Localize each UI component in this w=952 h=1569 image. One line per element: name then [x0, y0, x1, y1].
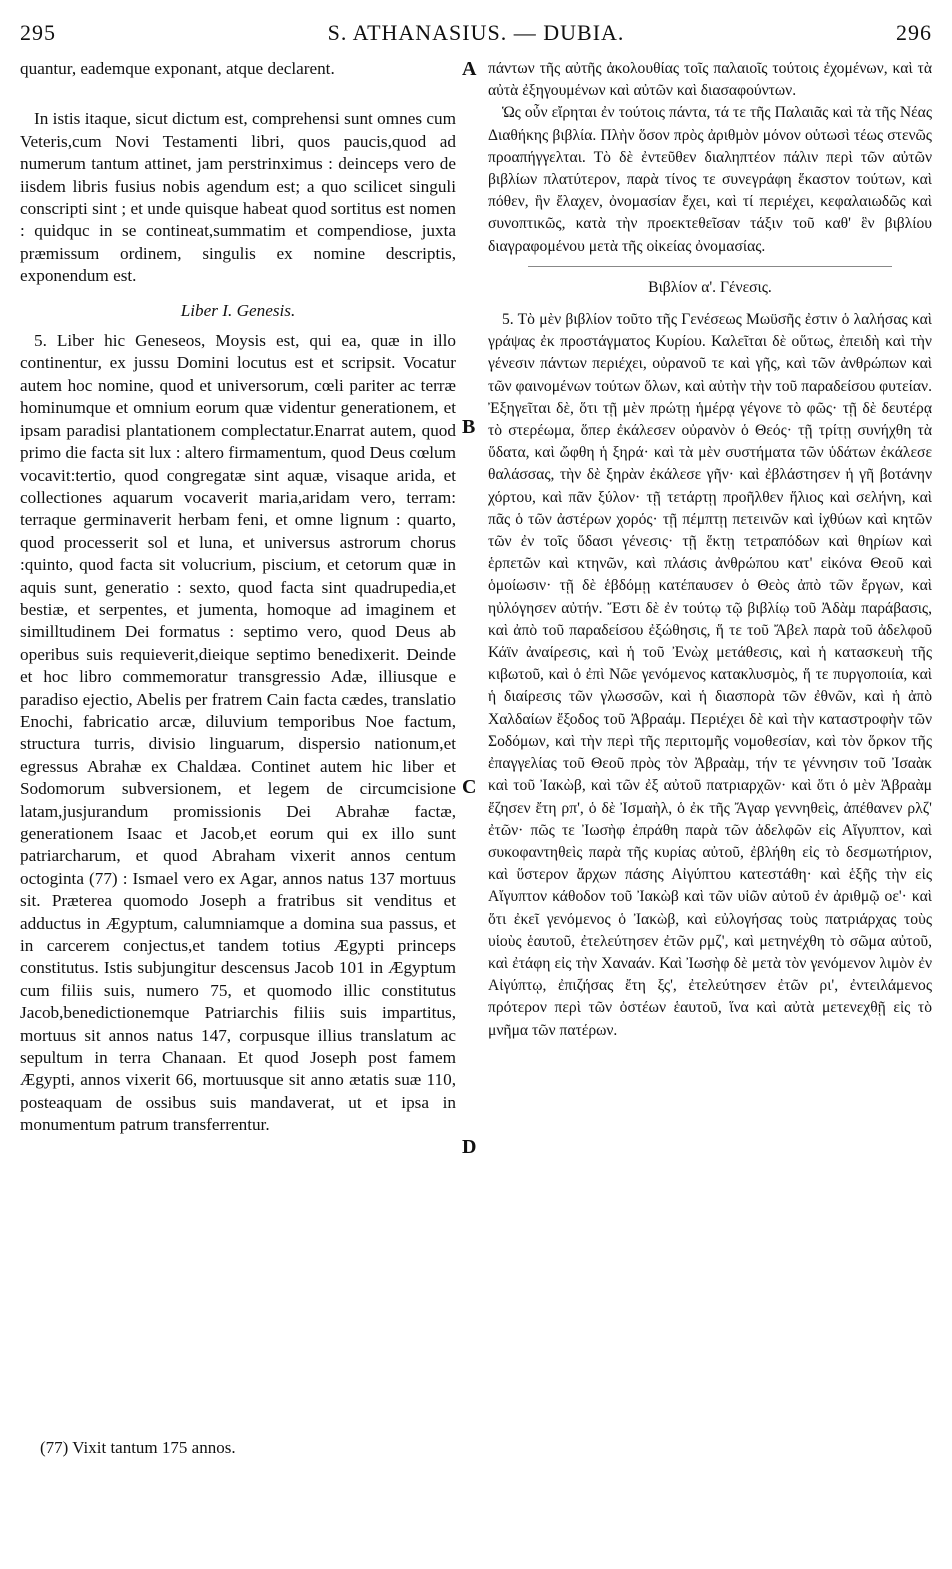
greek-paragraph-2: Ὡς οὖν εἴρηται ἐν τούτοις πάντα, τά τε τῆς Παλαιᾶς καὶ τὰ τῆς Νέας Διαθήκης βιβλία. Πλὴν ὅσον πρὸς ἀριθμὸν μόνον οὑτωσὶ τέως στενῶς προαπήγγελται. Τὸ δὲ ἐντεῦθεν διαληπτέον πάλιν περὶ τῶν αὐτῶν βιβλίων πλατύτερον, παρὰ τίνος τε συνεγράφη ἕκαστον τούτων, καὶ πόθεν, ἣν ἔλαχεν, ὀνομασίαν ἔχει, καὶ τί περιέχει, κεφαλαιωδῶς καὶ συνοπτικῶς, κατὰ τὴν προεκτεθεῖσαν τάξιν τοῦ καθ' ἓν βιβλίου διαγραφομένου μετὰ τῆς οἰκείας ὀνομασίας. — [488, 104, 932, 255]
page-number-left: 295 — [20, 20, 56, 45]
running-title: S. ATHANASIUS. — DUBIA. — [327, 20, 625, 45]
latin-column — [20, 58, 456, 1137]
section-marker-a: A — [462, 58, 477, 80]
section-divider — [528, 266, 892, 267]
greek-column — [488, 58, 932, 1042]
section-marker-c: C — [462, 776, 477, 798]
latin-section-heading: Liber I. Genesis. — [180, 300, 296, 320]
greek-section-heading: Βιβλίον α'. Γένεσις. — [648, 278, 772, 296]
latin-paragraph-1: quantur, eademque exponant, atque declarent. — [20, 59, 335, 78]
section-marker-b: B — [462, 416, 476, 438]
latin-paragraph-3: 5. Liber hic Geneseos, Moysis est, qui ea, quæ in illo continentur, ex jussu Domini locutus est et scripsit. Vocatur autem hoc nomine, quod et universorum, cœli pariter ac terræ hominumque et omnium eorum quæ videntur generationem, et ipsam paradisi plantationem complectatur.Enarrat autem, quod primo die facta sit lux : altero firmamentum, quod Deus cœlum vocavit:tertio, quod congregatæ sint aquæ, visaque arida, et collectiones aquarum vocaverit maria,aridam vero, terram: terraque germinaverit herbam feni, et omne lignum : quarto, quod processerit sol et luna, et universus astrorum chorus :quinto, quod facta sit volucrium, piscium, et cetorum quæ in aquis sunt, generatio : sexto, quod facta sint quadrupedia,et bestiæ, et serpentes, et jumenta, homoque ad imaginem et similltudinem Dei formatus : septimo vero, quod Deus ab operibus suis requieverit,dieique septimo benedixerit. Deinde et hoc libro commemoratur transgressio Adæ, illiusque e paradiso ejectio, Abelis per fratrem Cain facta cædes, translatio Enochi, fabricatio arcæ, diluvium temporibus Noe factum, structura turris, divisio linguarum, dispersio nationum,et egressus Abrahæ ex Chaldæa. Continet autem hic liber et Sodomorum subversionem, et legem de circumcisione latam,jusjurandum promissionis Dei Abrahæ factæ, generationem Isaac et Jacob,et eorum qui ex illo sunt patriarcharum, et quod Abraham vixerit annos centum octoginta (77) : Ismael vero ex Agar, annos natus 137 mortuus sit. Præterea quomodo Joseph a fratribus sit venditus et adductus in Ægyptum, calumniamque a domina sua passus, et in carcerem conjectus,et tandem totius Ægypti princeps constitutus. Istis subjungitur descensus Jacob 101 in Ægyptum cum filiis suis, numero 75, et quomodo illic constitutus Jacob,benedictionemque Patriarchis filiis suis impartitus, mortuus sit annos natus 147, corpusque illius translatum ac sepultum in terra Chanaan. Et quod Joseph post famem Ægypti, annos vixerit 66, mortuusque sit anno ætatis suæ 110, posteaquam de ossibus suis mandaverat, ut et ipsa in monumentum patrum transferrentur. — [20, 331, 456, 1135]
footnote: (77) Vixit tantum 175 annos. — [40, 1438, 236, 1457]
latin-paragraph-2: In istis itaque, sicut dictum est, comprehensi sunt omnes cum Veteris,cum Novi Testamenti libri, quos paucis,quod ad numerum tantum attinet, jam perstrinximus : deinceps vero de iisdem libris fusius nobis agendum est; a quo scilicet singuli conscripti sint ; et unde quisque habeat quod sortitus est nomen : quidquc in se contineat,summatim et compendiose, juxta præmissum ordinem, singulis ex nomine descriptis, exponendum est. — [20, 109, 456, 286]
greek-paragraph-1: πάντων τῆς αὐτῆς ἀκολουθίας τοῖς παλαιοῖς τούτοις ἐχομένων, καὶ τὰ αὐτὰ ἐξηγουμένων καὶ αὐτῶν καὶ διασαφούντων. — [488, 60, 932, 100]
running-header — [20, 14, 932, 48]
page-number-right: 296 — [896, 20, 932, 45]
greek-paragraph-3: 5. Τὸ μὲν βιβλίον τοῦτο τῆς Γενέσεως Μωϋσῆς ἐστιν ὁ λαλήσας καὶ γράψας ἐκ προστάγματος Κυρίου. Καλεῖται δὲ οὕτως, ἐπειδὴ καὶ τὴν γένεσιν πάντων περιέχει, οὐρανοῦ τε καὶ γῆς, καὶ τῶν ἀνθρώπων καὶ τῶν φαινομένων τούτων ὅλων, καὶ αὐτὴν τὴν τοῦ παραδείσου φυτείαν. Ἐξηγεῖται δὲ, ὅτι τῇ μὲν πρώτῃ ἡμέρᾳ γέγονε τὸ φῶς· τῇ δὲ δευτέρᾳ τὸ στερέωμα, ὅπερ ἐκάλεσεν οὐρανὸν ὁ Θεός· τῇ τρίτῃ συνήχθη τὰ ὕδατα, καὶ ὤφθη ἡ ξηρά· καὶ τὰ μὲν συστήματα τῶν ὑδάτων ἐκάλεσε θαλάσσας, τὴν δὲ ξηρὰν ἐκάλεσε γῆν· καὶ ἐβλάστησεν ἡ γῆ βοτάνην χόρτου, καὶ πᾶν ξύλον· τῇ τετάρτῃ προῆλθεν ἥλιος καὶ σελήνη, καὶ πᾶς ὁ τῶν ἀστέρων χορός· τῇ πέμπτῃ πετεινῶν καὶ ἰχθύων καὶ κητῶν τῶν ἐν τοῖς ὕδασι γένεσις· τῇ ἕκτῃ τετραπόδων καὶ θηρίων καὶ ἑρπετῶν καὶ κτηνῶν, καὶ πλάσις ἀνθρώπου κατ' εἰκόνα Θεοῦ καὶ ὁμοίωσιν· τῇ δὲ ἑβδόμῃ κατέπαυσεν ὁ Θεὸς ἀπὸ τῶν ἔργων, καὶ ηὐλόγησεν αὐτήν. Ἔστι δὲ ἐν τούτῳ τῷ βιβλίῳ τοῦ Ἀδὰμ παράβασις, καὶ ἀπὸ τοῦ παραδείσου ἐξώθησις, ἥ τε τοῦ Ἄβελ παρὰ τοῦ ἀδελφοῦ Κάϊν ἀναίρεσις, καὶ ἡ τοῦ Ἐνὼχ μετάθεσις, καὶ ἡ κατασκευὴ τῆς κιβωτοῦ, καὶ ὁ ἐπὶ Νῶε γενόμενος κατακλυσμὸς, ἥ τε πυργοποιία, καὶ ἡ διαίρεσις τῶν γλωσσῶν, καὶ ἡ διασπορὰ τῶν ἐθνῶν, καὶ ἡ ἀπὸ Χαλδαίων ἔξοδος τοῦ Ἀβραάμ. Περιέχει δὲ καὶ τὴν καταστροφὴν τῶν Σοδόμων, καὶ τὴν περὶ τῆς περιτομῆς νομοθεσίαν, καὶ τὸν ὅρκον τῆς ἐπαγγελίας τοῦ Θεοῦ πρὸς τὸν Ἀβραὰμ, τήν τε γέννησιν τοῦ Ἰσαὰκ καὶ τοῦ Ἰακὼβ, καὶ τῶν ἐξ αὐτοῦ πατριαρχῶν· καὶ ὅτι ὁ μὲν Ἀβραὰμ ἔζησεν ἔτη ρπ', ὁ δὲ Ἰσμαὴλ, ὁ ἐκ τῆς Ἄγαρ γεννηθεὶς, ἀπέθανεν ρλζ' ἐτῶν· πῶς τε Ἰωσὴφ ἐπράθη παρὰ τῶν ἀδελφῶν εἰς Αἴγυπτον, καὶ συκοφαντηθεὶς παρὰ τῆς κυρίας αὐτοῦ, ἐβλήθη εἰς τὸ δεσμωτήριον, καὶ ὕστερον ἄρχων πάσης Αἰγύπτου κατεστάθη· καὶ ἑξῆς τὴν εἰς Αἴγυπτον κάθοδον τοῦ Ἰακὼβ καὶ τῶν υἱῶν αὐτοῦ ἐν ἀριθμῷ οε'· καὶ ὅτι ἐκεῖ γενόμενος ὁ Ἰακὼβ, καὶ εὐλογήσας τοὺς πατριάρχας τοὺς υἱοὺς ἑαυτοῦ, ἐτελεύτησεν ἐτῶν ρμζ', καὶ μετηνέχθη τὸ σῶμα αὐτοῦ, καὶ ἐτάφη εἰς τὴν Χαναάν. Καὶ Ἰωσὴφ δὲ μετὰ τὸν γενόμενον λιμὸν ἐν Αἰγύπτῳ, ἐπιζήσας ἔτη ξς', ἐτελεύτησεν ἐτῶν ρι', ἐντειλάμενος πρότερον περὶ τῶν ὀστέων ἑαυτοῦ, ἵνα καὶ αὐτὰ μετενεχθῇ εἰς τὸ μνῆμα τῶν πατέρων. — [488, 311, 932, 1039]
section-marker-d: D — [462, 1136, 477, 1158]
